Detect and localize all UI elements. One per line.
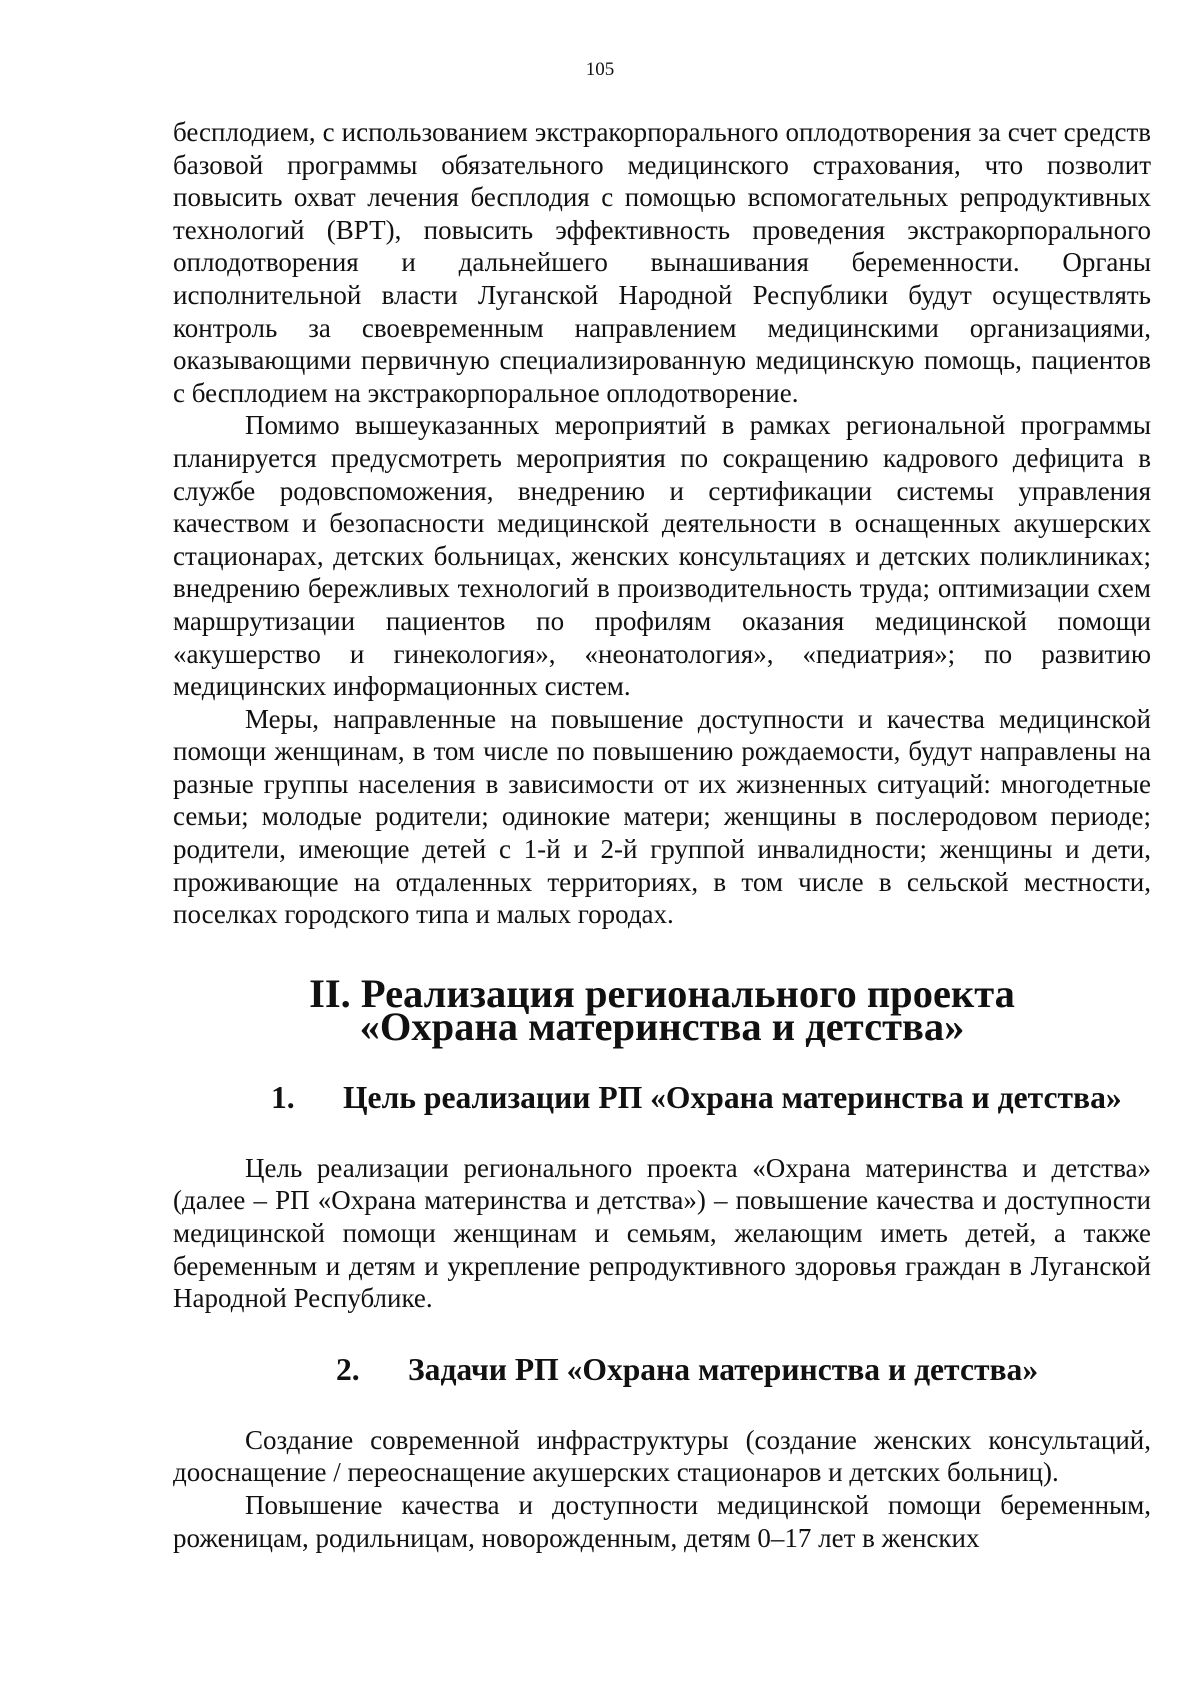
subsection-1-number: 1. (271, 1079, 295, 1115)
section-title-line-2: «Охрана материнства и детства» (359, 1003, 965, 1049)
subsection-2-heading (173, 1353, 1151, 1386)
paragraph-continuation: бесплодием, с использованием экстракорпорального оплодотворения за счет средств базовой программы обязательного медицинского страхования, что позволит повысить охват лечения бесплодия с помощью вспомогательных репродуктивных технологий (ВРТ), повысить эффективность проведения экстракорпорального оплодотворения и дальнейшего вынашивания беременности. Органы исполнительной власти Луганской Народной Республики будут осуществлять контроль за своевременным направлением медицинскими организациями, оказывающими первичную специализированную медицинскую помощь, пациентов с бесплодием на экстракорпоральное оплодотворение. (173, 117, 1151, 408)
section-title-line-1: II. Реализация регионального проекта (309, 970, 1015, 1016)
paragraph-task-quality: Повышение качества и доступности медицинской помощи беременным, роженицам, родильницам, новорожденным, детям 0–17 лет в женских (173, 1490, 1151, 1553)
page-number: 105 (585, 59, 615, 80)
subsection-2-title: Задачи РП «Охрана материнства и детства» (408, 1351, 1039, 1387)
paragraph-goal: Цель реализации регионального проекта «Охрана материнства и детства» (далее – РП «Охрана материнства и детства») – повышение качества и доступности медицинской помощи женщинам и семьям, желающим иметь детей, а также беременным и детям и укрепление репродуктивного здоровья граждан в Луганской Народной Республике. (173, 1152, 1151, 1314)
page-content (173, 116, 1151, 1554)
subsection-1-title: Цель реализации РП «Охрана материнства и детства» (343, 1079, 1122, 1115)
paragraph-target-groups: Меры, направленные на повышение доступности и качества медицинской помощи женщинам, в том числе по повышению рождаемости, будут направлены на разные группы населения в зависимости от их жизненных ситуаций: многодетные семьи; молодые родители; одинокие матери; женщины в послеродовом периоде; родители, имеющие детей с 1-й и 2-й группой инвалидности; женщины и дети, проживающие на отдаленных территориях, в том числе в сельской местности, поселках городского типа и малых городах. (173, 703, 1151, 930)
paragraph-task-infrastructure: Создание современной инфраструктуры (создание женских консультаций, дооснащение / переоснащение акушерских стационаров и детских больниц). (173, 1424, 1151, 1488)
paragraph-measures: Помимо вышеуказанных мероприятий в рамках региональной программы планируется предусмотреть мероприятия по сокращению кадрового дефицита в службе родовспоможения, внедрению и сертификации системы управления качеством и безопасности медицинской деятельности в оснащенных акушерских стационарах, детских больницах, женских консультациях и детских поликлиниках; внедрению бережливых технологий в производительность труда; оптимизации схем маршрутизации пациентов по профилям оказания медицинской помощи «акушерство и гинекология», «неонатология», «педиатрия»; по развитию медицинских информационных систем. (173, 410, 1151, 702)
subsection-2-number: 2. (336, 1351, 360, 1387)
subsection-1-heading (173, 1081, 1151, 1114)
section-title (173, 970, 1151, 1049)
